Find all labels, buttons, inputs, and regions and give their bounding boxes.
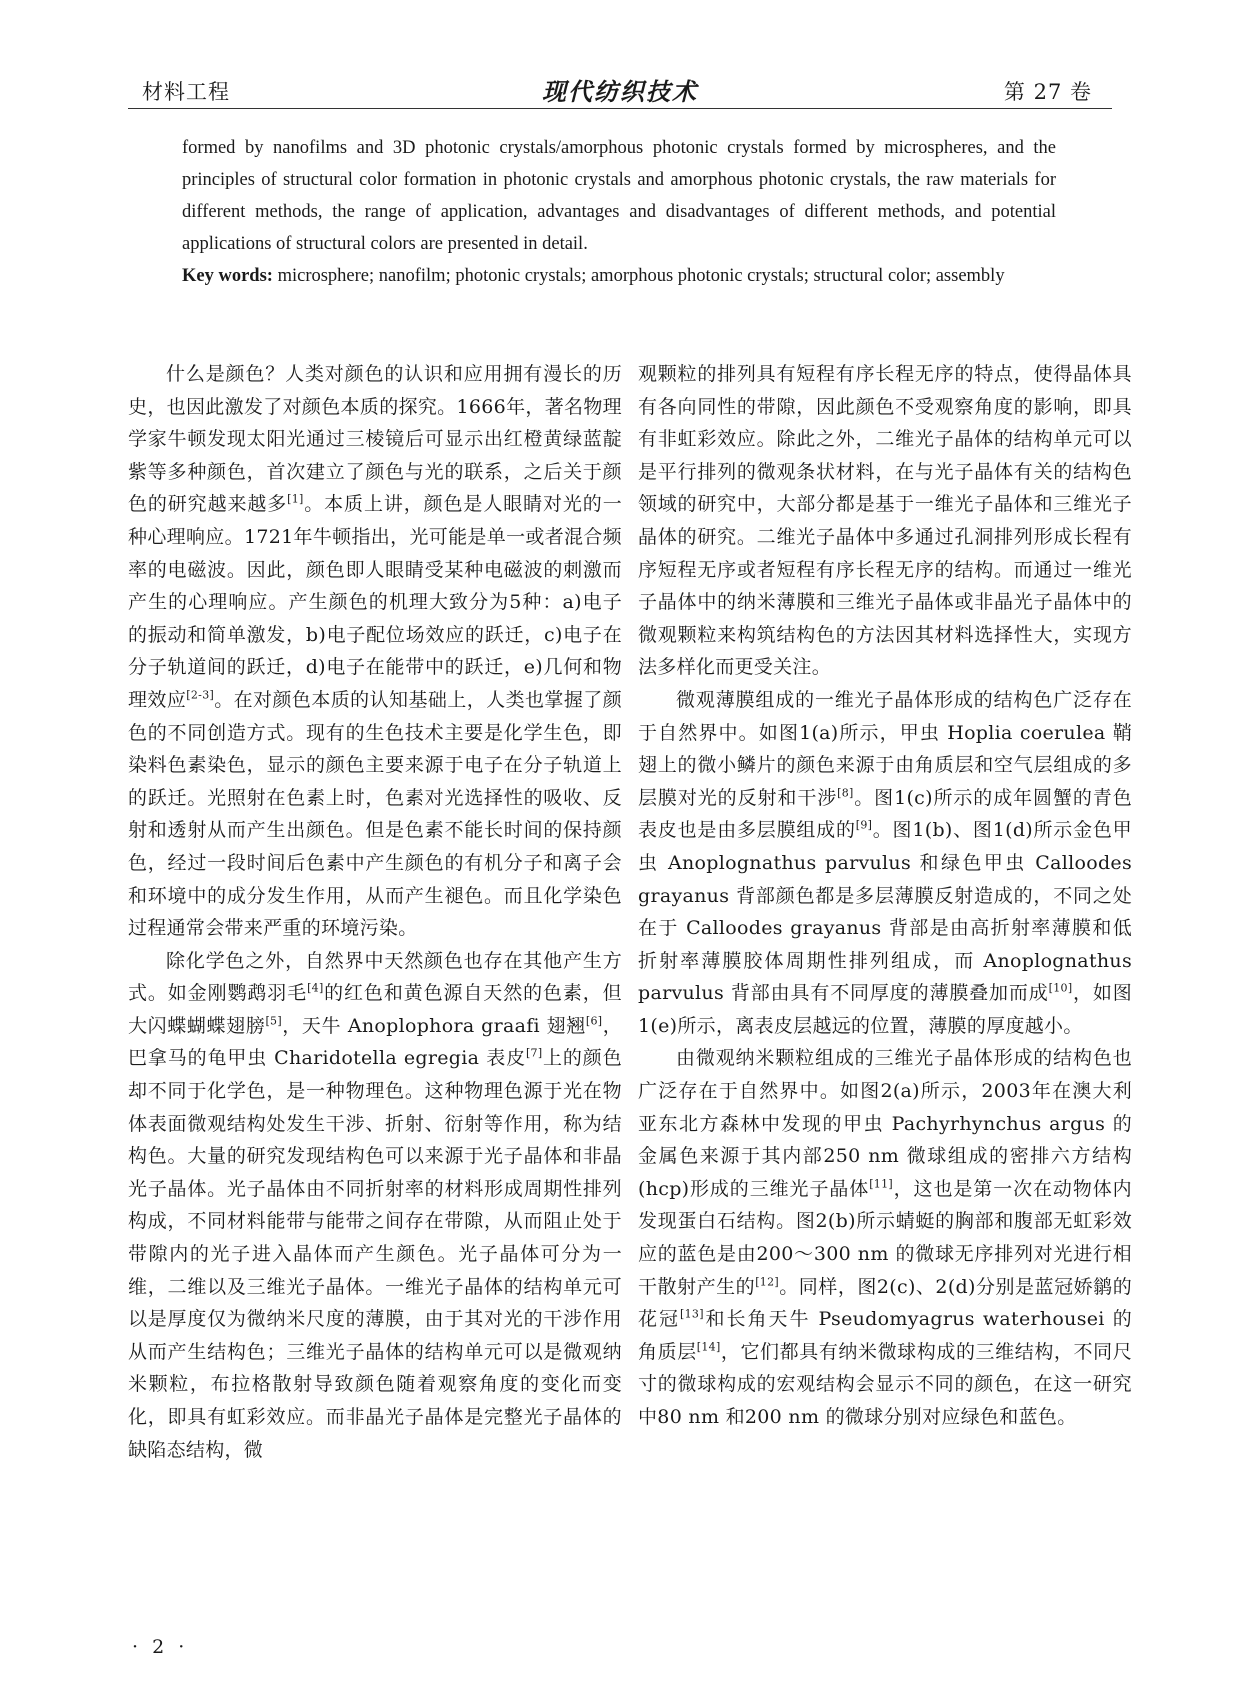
citation: [7] (525, 1047, 543, 1061)
paragraph: 微观薄膜组成的一维光子晶体形成的结构色广泛存在于自然界中。如图1(a)所示，甲虫 Hoplia coerulea 鞘翅上的微小鳞片的颜色来源于由角质层和空气层组成的多层膜对光的反射和干涉[8]。图1(c)所示的成年圆蟹的青色表皮也是由多层膜组成的[9]。图1(b)、图1(d)所示金色甲虫 Anoplognathus parvulus 和绿色甲虫 Calloodes grayanus 背部颜色都是多层薄膜反射造成的，不同之处在于 Calloodes grayanus 背部是由高折射率薄膜和低折射率薄膜胶体周期性排列组成，而 Anoplognathus parvulus 背部由具有不同厚度的薄膜叠加而成[10]，如图1(e)所示，离表皮层越远的位置，薄膜的厚度越小。 (638, 688, 1132, 1037)
paragraph: 什么是颜色？人类对颜色的认识和应用拥有漫长的历史，也因此激发了对颜色本质的探究。1666年，著名物理学家牛顿发现太阳光通过三棱镜后可显示出红橙黄绿蓝靛紫等多种颜色，首次建立了颜色与光的联系，之后关于颜色的研究越来越多[1]。本质上讲，颜色是人眼睛对光的一种心理响应。1721年牛顿指出，光可能是单一或者混合频率的电磁波。因此，颜色即人眼睛受某种电磁波的刺激而产生的心理响应。产生颜色的机理大致分为5种：a)电子的振动和简单激发，b)电子配位场效应的跃迁，c)电子在分子轨道间的跃迁，d)电子在能带中的跃迁，e)几何和物理效应[2-3]。在对颜色本质的认知基础上，人类也掌握了颜色的不同创造方式。现有的生色技术主要是化学生色，即染料色素染色，显示的颜色主要来源于电子在分子轨道上的跃迁。光照射在色素上时，色素对光选择性的吸收、反射和透射从而产生出颜色。但是色素不能长时间的保持颜色，经过一段时间后色素中产生颜色的有机分子和离子会和环境中的成分发生作用，从而产生褪色。而且化学染色过程通常会带来严重的环境污染。 (128, 363, 622, 940)
citation: [1] (287, 493, 304, 507)
abstract-text: formed by nanofilms and 3D photonic crystals/amorphous photonic crystals formed by microspheres, and the principles of structural color formation in photonic crystals and amorphous photonic crystals, the raw materials for different methods, the range of application, advantages and disadvantages of different methods, and potential applications of structural colors are presented in detail. (182, 138, 1056, 254)
citation: [14] (696, 1340, 721, 1354)
left-column (128, 358, 622, 1466)
keywords-label: Key words: (182, 266, 273, 286)
header-rule (128, 108, 1112, 109)
citation: [4] (307, 981, 324, 995)
citation: [9] (855, 818, 873, 832)
citation: [2-3] (186, 688, 215, 702)
citation: [10] (1048, 981, 1073, 995)
citation: [5] (265, 1014, 282, 1028)
paragraph: 由微观纳米颗粒组成的三维光子晶体形成的结构色也广泛存在于自然界中。如图2(a)所示，2003年在澳大利亚东北方森林中发现的甲虫 Pachyrhynchus argus 的金属色来源于其内部250 nm 微球组成的密排六方结构(hcp)形成的三维光子晶体[11]，这也是第一次在动物体内发现蛋白石结构。图2(b)所示蜻蜓的胸部和腹部无虹彩效应的蓝色是由200～300 nm 的微球无序排列对光进行相干散射产生的[12]。同样，图2(c)、2(d)分别是蓝冠娇鹟的花冠[13]和长角天牛 Pseudomyagrus waterhousei 的角质层[14]，它们都具有纳米微球构成的三维结构，不同尺寸的微球构成的宏观结构会显示不同的颜色，在这一研究中80 nm 和200 nm 的微球分别对应绿色和蓝色。 (638, 1047, 1132, 1428)
page-number: · 2 · (132, 1636, 189, 1658)
citation: [11] (869, 1177, 893, 1191)
paragraph-continued: 观颗粒的排列具有短程有序长程无序的特点，使得晶体具有各向同性的带隙，因此颜色不受观察角度的影响，即具有非虹彩效应。除此之外，二维光子晶体的结构单元可以是平行排列的微观条状材料，在与光子晶体有关的结构色领域的研究中，大部分都是基于一维光子晶体和三维光子晶体的研究。二维光子晶体中多通过孔洞排列形成长程有序短程无序或者短程有序长程无序的结构。而通过一维光子晶体中的纳米薄膜和三维光子晶体或非晶光子晶体中的微观颗粒来构筑结构色的方法因其材料选择性大，实现方法多样化而更受关注。 (638, 363, 1132, 679)
journal-title: 现代纺织技术 (542, 77, 698, 106)
citation: [12] (755, 1275, 779, 1289)
header-section-title: 材料工程 (142, 80, 230, 104)
right-column (638, 358, 1132, 1434)
citation: [6] (585, 1014, 603, 1028)
header-volume: 第 27 卷 (1003, 80, 1092, 104)
citation: [8] (837, 786, 854, 800)
keywords-text: microsphere; nanofilm; photonic crystals; amorphous photonic crystals; structural color; assembly (277, 266, 1005, 286)
running-header (128, 68, 1112, 108)
citation: [13] (680, 1307, 704, 1321)
paragraph: 除化学色之外，自然界中天然颜色也存在其他产生方式。如金刚鹦鹉羽毛[4]的红色和黄色源自天然的色素，但大闪蝶蝴蝶翅膀[5]，天牛 Anoplophora graafi 翅翘[6]，巴拿马的龟甲虫 Charidotella egregia 表皮[7]上的颜色却不同于化学色，是一种物理色。这种物理色源于光在物体表面微观结构处发生干涉、折射、衍射等作用，称为结构色。大量的研究发现结构色可以来源于光子晶体和非晶光子晶体。光子晶体由不同折射率的材料形成周期性排列构成，不同材料能带与能带之间存在带隙，从而阻止处于带隙内的光子进入晶体而产生颜色。光子晶体可分为一维，二维以及三维光子晶体。一维光子晶体的结构单元可以是厚度仅为微纳米尺度的薄膜，由于其对光的干涉作用从而产生结构色；三维光子晶体的结构单元可以是微观纳米颗粒，布拉格散射导致颜色随着观察角度的变化而变化，即具有虹彩效应。而非晶光子晶体是完整光子晶体的缺陷态结构，微 (128, 949, 622, 1461)
keywords (182, 260, 1056, 292)
english-abstract (182, 132, 1056, 292)
